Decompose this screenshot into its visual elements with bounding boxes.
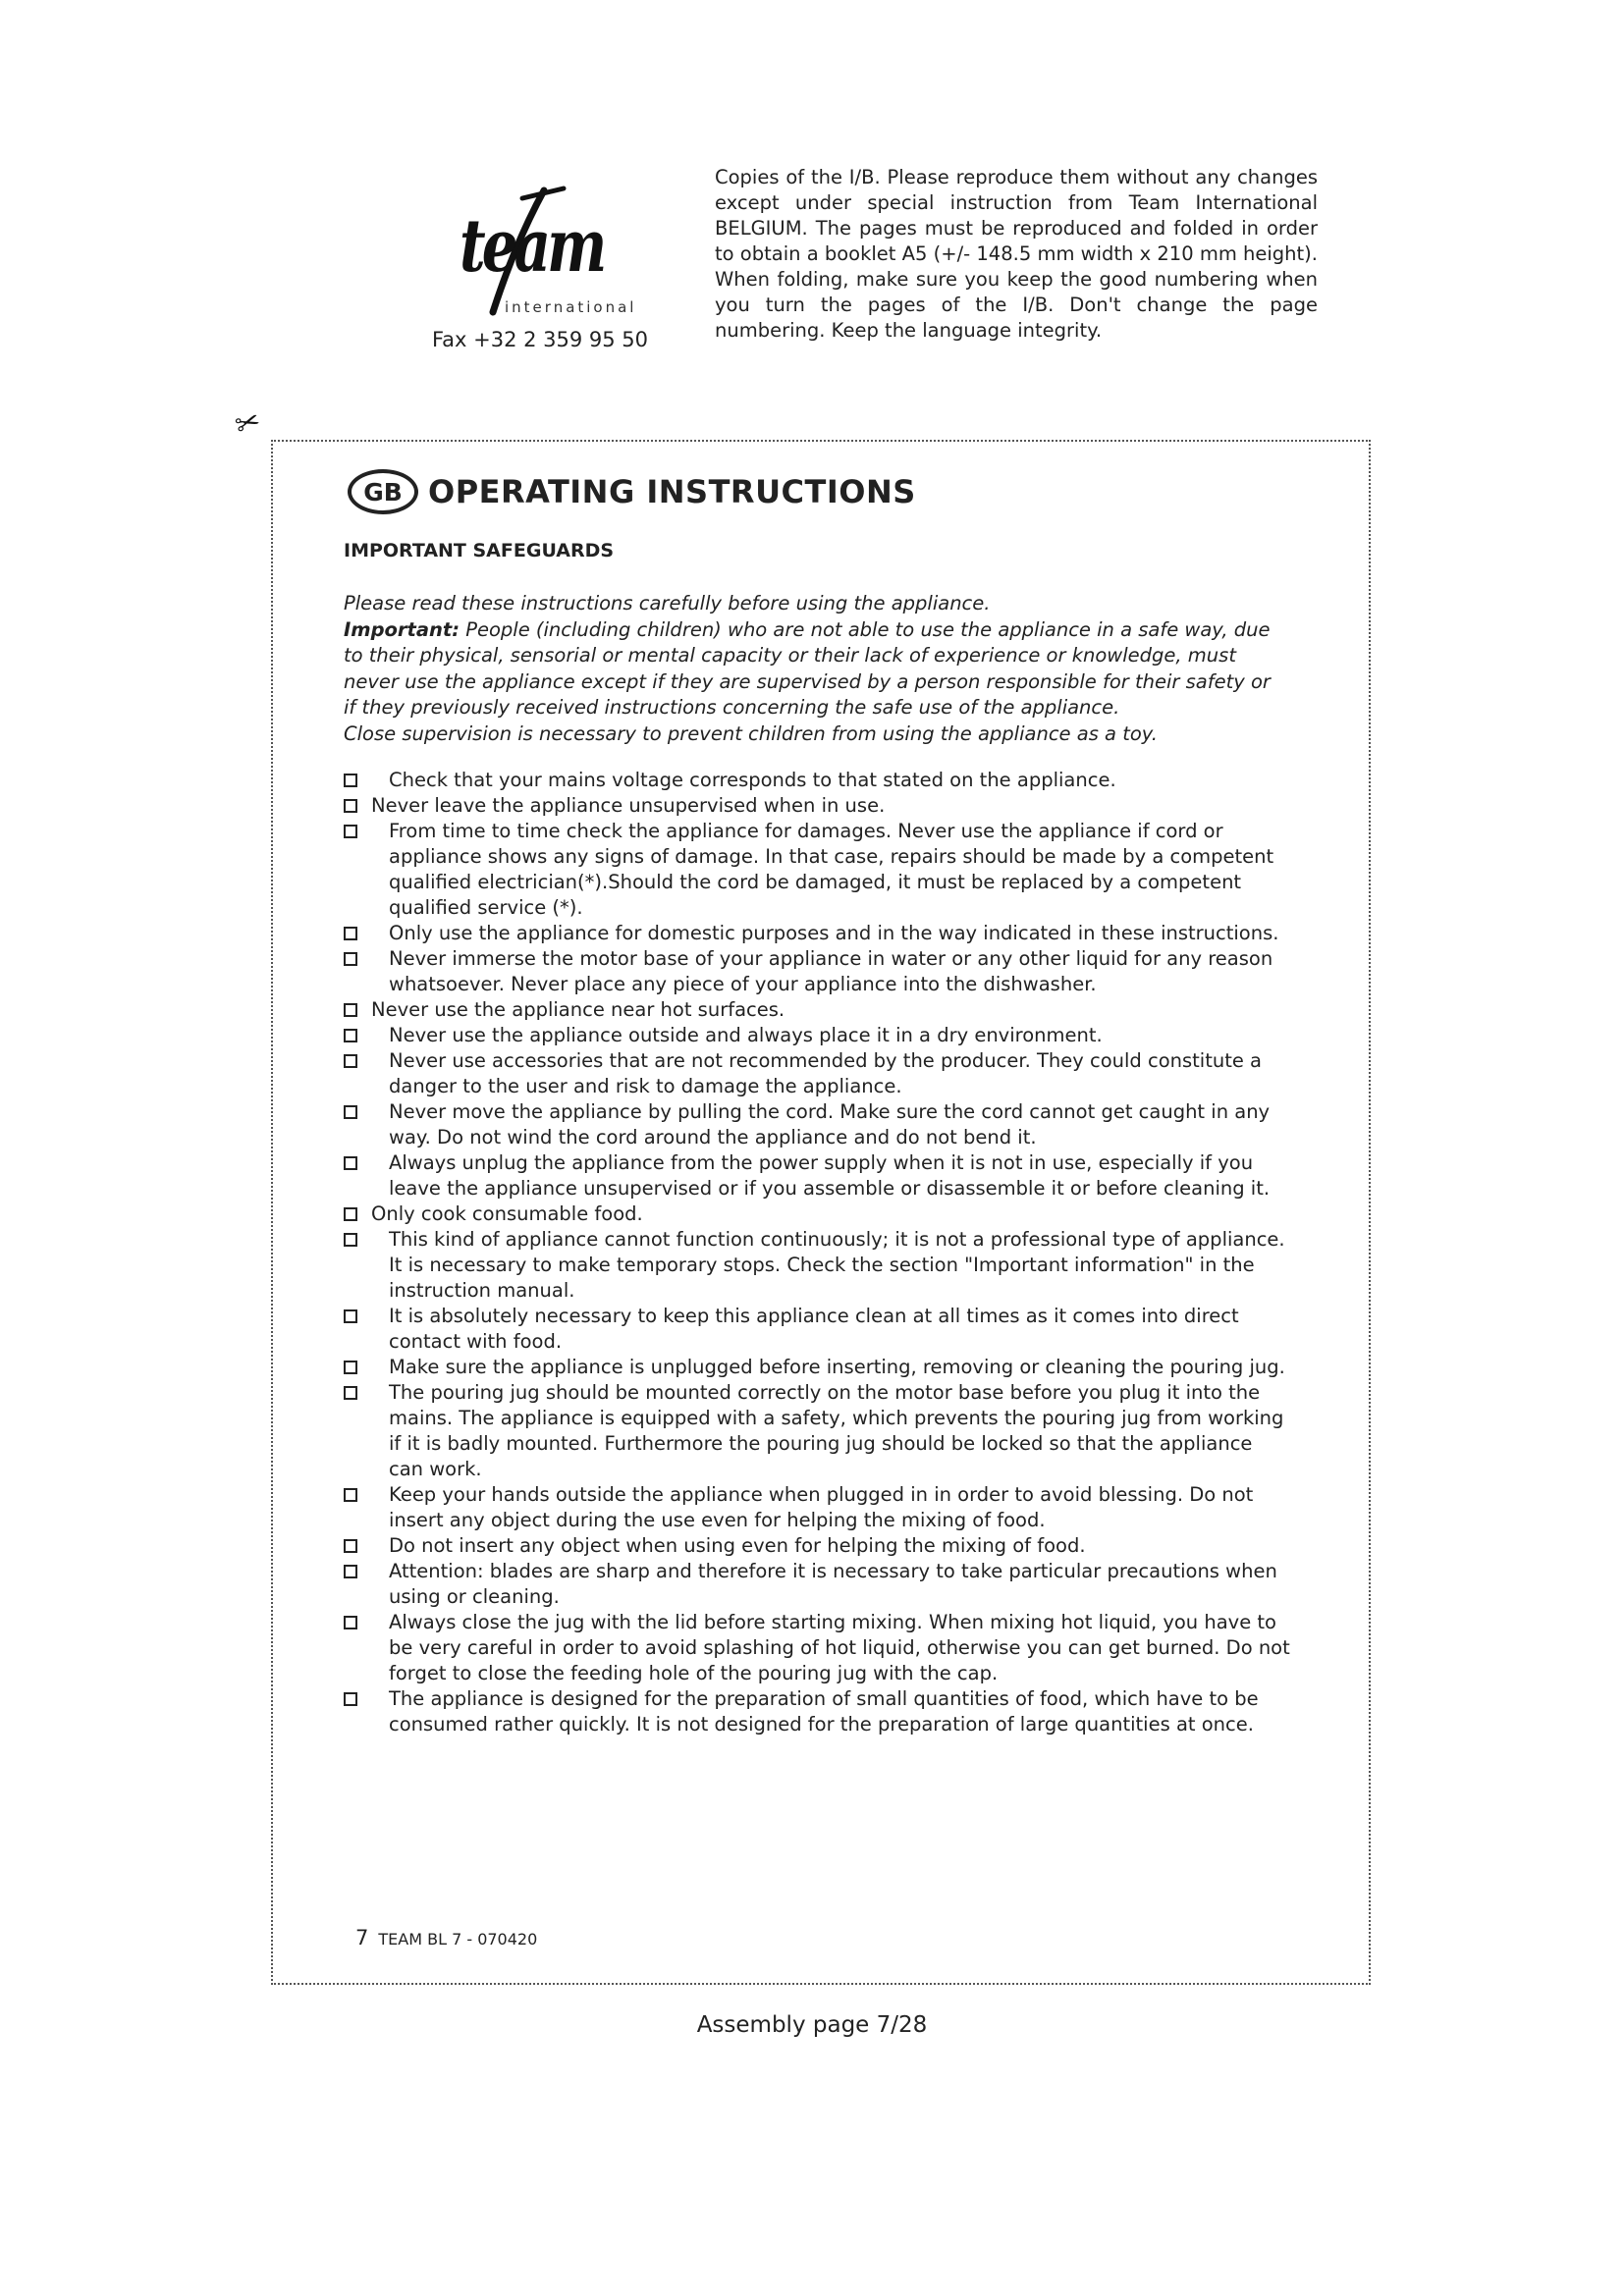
checkbox-icon xyxy=(344,1054,357,1068)
checkbox-icon xyxy=(344,1488,357,1502)
important-text: People (including children) who are not able to use the appliance in a safe way, due to their physical, sensorial or mental capacity or their lack of experience or knowledge, must never use the appliance except if they are supervised by a person responsible for their safety or if they previously received instructions concerning the safe use of the appliance. xyxy=(344,617,1271,719)
page-heading xyxy=(348,469,916,514)
logo-word: team xyxy=(460,204,604,289)
checkbox-icon xyxy=(344,1361,357,1374)
intro-line-1: Please read these instructions carefully before using the appliance. xyxy=(344,592,991,614)
list-item: Never move the appliance by pulling the cord. Make sure the cord cannot get caught in any way. Do not wind the cord around the appliance and do not bend it. xyxy=(342,1099,1290,1150)
checkbox-icon xyxy=(344,1003,357,1017)
list-item: The pouring jug should be mounted correctly on the motor base before you plug it into the mains. The appliance is equipped with a safety, which prevents the pouring jug from working if it is badly mounted. Furthermore the pouring jug should be locked so that the appliance can work. xyxy=(342,1380,1290,1482)
team-logo xyxy=(454,183,637,320)
list-item: Attention: blades are sharp and therefore it is necessary to take particular precautions when using or cleaning. xyxy=(342,1559,1290,1610)
intro-paragraph xyxy=(344,591,1276,747)
list-item: Check that your mains voltage corresponds to that stated on the appliance. xyxy=(342,768,1290,793)
checkbox-icon xyxy=(344,952,357,966)
list-item: Make sure the appliance is unplugged before inserting, removing or cleaning the pouring jug. xyxy=(342,1355,1290,1380)
checkbox-icon xyxy=(344,1233,357,1247)
page-title: OPERATING INSTRUCTIONS xyxy=(428,473,916,510)
list-item: Only use the appliance for domestic purposes and in the way indicated in these instructions. xyxy=(342,921,1290,946)
intro-line-3: Close supervision is necessary to prevent children from using the appliance as a toy. xyxy=(344,721,1158,745)
checkbox-icon xyxy=(344,1692,357,1706)
checkbox-icon xyxy=(344,1386,357,1400)
checkbox-icon xyxy=(344,1565,357,1578)
checkbox-icon xyxy=(344,1105,357,1119)
list-item: Never immerse the motor base of your appliance in water or any other liquid for any reason whatsoever. Never place any piece of your appliance into the dishwasher. xyxy=(342,946,1290,997)
checkbox-icon xyxy=(344,774,357,787)
checkbox-icon xyxy=(344,1539,357,1553)
safeguards-list xyxy=(342,768,1290,1737)
list-item: This kind of appliance cannot function continuously; it is not a professional type of appliance. It is necessary to make temporary stops. Check the section "Important information" in the instruction manual. xyxy=(342,1227,1290,1304)
checkbox-icon xyxy=(344,1616,357,1629)
list-item: Only cook consumable food. xyxy=(342,1201,1290,1227)
checkbox-icon xyxy=(344,1029,357,1042)
fax-number: Fax +32 2 359 95 50 xyxy=(432,328,649,351)
assembly-page-label: Assembly page 7/28 xyxy=(696,2012,928,2038)
list-item: Keep your hands outside the appliance when plugged in in order to avoid blessing. Do not insert any object during the use even for helping the mixing of food. xyxy=(342,1482,1290,1533)
checkbox-icon xyxy=(344,927,357,940)
checkbox-icon xyxy=(344,1309,357,1323)
checkbox-icon xyxy=(344,825,357,838)
important-label: Important: xyxy=(344,617,460,641)
list-item: Always close the jug with the lid before starting mixing. When mixing hot liquid, you have to be very careful in order to avoid splashing of hot liquid, otherwise you can get burned. Do not forget to close the feeding hole of the pouring jug with the cap. xyxy=(342,1610,1290,1686)
list-item: Always unplug the appliance from the power supply when it is not in use, especially if you leave the appliance unsupervised or if you assemble or disassemble it or before cleaning it. xyxy=(342,1150,1290,1201)
copies-note: Copies of the I/B. Please reproduce them without any changes except under special instruction from Team International BELGIUM. The pages must be reproduced and folded in order to obtain a booklet A5 (+/- 148.5 mm width x 210 mm height). When folding, make sure you keep the good numbering when you turn the pages of the I/B. Don't change the page numbering. Keep the language integrity. xyxy=(715,166,1318,342)
checkbox-icon xyxy=(344,1156,357,1170)
document-code: TEAM BL 7 - 070420 xyxy=(378,1930,538,1949)
page-number: 7 xyxy=(355,1926,369,1949)
logo-subtitle: international xyxy=(505,298,637,316)
list-item: Never leave the appliance unsupervised when in use. xyxy=(342,793,1290,819)
list-item: Do not insert any object when using even for helping the mixing of food. xyxy=(342,1533,1290,1559)
list-item: Never use the appliance outside and always place it in a dry environment. xyxy=(342,1023,1290,1048)
list-item: It is absolutely necessary to keep this appliance clean at all times as it comes into direct contact with food. xyxy=(342,1304,1290,1355)
list-item: Never use the appliance near hot surfaces. xyxy=(342,997,1290,1023)
scissors-icon: ✂ xyxy=(231,402,265,445)
checkbox-icon xyxy=(344,1207,357,1221)
list-item: From time to time check the appliance for damages. Never use the appliance if cord or appliance shows any signs of damage. In that case, repairs should be made by a competent qualified electrician(*).Should the cord be damaged, it must be replaced by a competent qualified service (*). xyxy=(342,819,1290,921)
list-item: Never use accessories that are not recommended by the producer. They could constitute a danger to the user and risk to damage the appliance. xyxy=(342,1048,1290,1099)
section-title: IMPORTANT SAFEGUARDS xyxy=(344,540,615,561)
checkbox-icon xyxy=(344,799,357,813)
language-badge: GB xyxy=(348,469,418,514)
page-footer xyxy=(355,1926,537,1949)
list-item: The appliance is designed for the preparation of small quantities of food, which have to be consumed rather quickly. It is not designed for the preparation of large quantities at once. xyxy=(342,1686,1290,1737)
